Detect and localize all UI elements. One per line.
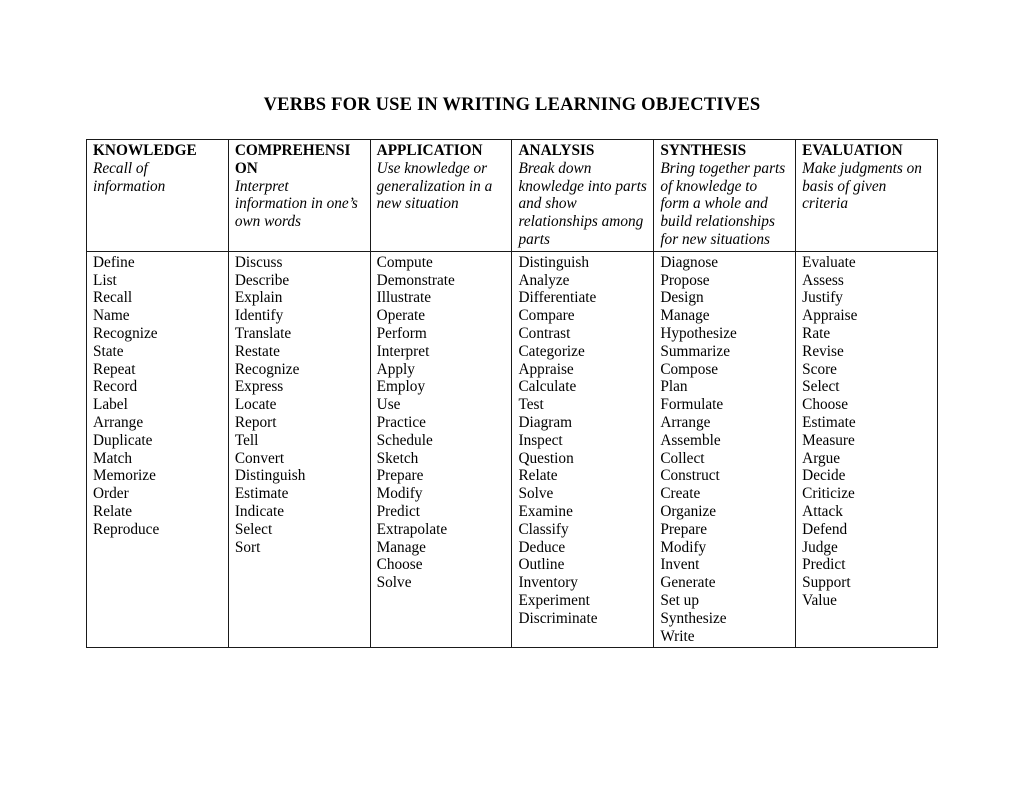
verb: Diagnose <box>660 253 719 271</box>
verb: Prepare <box>376 467 424 485</box>
verb: Duplicate <box>93 431 153 449</box>
verb: Solve <box>518 485 554 503</box>
verb: Measure <box>802 431 855 449</box>
verb: Modify <box>660 538 707 556</box>
verb: Describe <box>234 271 290 289</box>
verb: Assemble <box>660 431 721 449</box>
verb-list-comprehension <box>228 251 370 648</box>
verb: Hypothesize <box>660 324 737 342</box>
column-title-comprehension: COMPREHENSION <box>234 142 351 177</box>
verb: Recognize <box>234 360 300 378</box>
verb: Assess <box>802 271 844 289</box>
verb: Support <box>802 574 851 592</box>
verb: Choose <box>376 556 423 574</box>
verb: Match <box>93 449 133 467</box>
verb: Decide <box>802 467 846 485</box>
verb: Calculate <box>518 378 577 396</box>
verb: Extrapolate <box>376 520 448 538</box>
verb: Appraise <box>802 307 858 325</box>
verb: Predict <box>802 556 846 574</box>
verb: Restate <box>234 342 280 360</box>
column-title-analysis: ANALYSIS <box>518 142 595 159</box>
verb: Revise <box>802 342 844 360</box>
verb: Outline <box>518 556 565 574</box>
column-description-comprehension: Interpret information in one’s own words <box>234 177 358 231</box>
verb: Plan <box>660 378 688 396</box>
verb: Collect <box>660 449 705 467</box>
verb: Predict <box>376 502 420 520</box>
verb: Deduce <box>518 538 566 556</box>
verb: Compose <box>660 360 719 378</box>
verb: Prepare <box>660 520 708 538</box>
verb-list-synthesis <box>654 251 796 648</box>
column-title-evaluation: EVALUATION <box>802 142 903 159</box>
verb: Manage <box>660 307 710 325</box>
column-description-analysis: Break down knowledge into parts and show relationships among parts <box>518 159 647 248</box>
column-title-knowledge: KNOWLEDGE <box>93 142 197 159</box>
verb-list-evaluation <box>796 251 938 648</box>
verb: Choose <box>802 396 849 414</box>
verb: Create <box>660 485 701 503</box>
verb: Record <box>93 378 138 396</box>
verb: Estimate <box>234 485 289 503</box>
verb: Solve <box>376 574 412 592</box>
verb: Recall <box>93 289 133 307</box>
column-description-knowledge: Recall of information <box>93 159 166 195</box>
verb: Name <box>93 307 130 325</box>
verb-list-knowledge <box>87 251 229 648</box>
column-header-analysis <box>512 140 654 252</box>
verb: Analyze <box>518 271 570 289</box>
column-header-knowledge <box>87 140 229 252</box>
verb: Invent <box>660 556 700 574</box>
verb: Rate <box>802 324 831 342</box>
verb: Arrange <box>660 413 711 431</box>
column-header-synthesis <box>654 140 796 252</box>
column-description-synthesis: Bring together parts of knowledge to form a whole and build relationships for new situations <box>660 159 786 248</box>
verb: Report <box>234 413 277 431</box>
column-header-comprehension <box>228 140 370 252</box>
verb: Modify <box>376 485 423 503</box>
verb: Value <box>802 591 837 609</box>
verb: Inspect <box>518 431 563 449</box>
verb: Attack <box>802 502 843 520</box>
verb: Classify <box>518 520 569 538</box>
verb: Compute <box>376 253 433 271</box>
column-title-application: APPLICATION <box>376 142 483 159</box>
verb: Experiment <box>518 591 590 609</box>
verb: Convert <box>234 449 285 467</box>
verb: Indicate <box>234 502 285 520</box>
verb: Express <box>234 378 284 396</box>
verb: Reproduce <box>93 520 160 538</box>
verb: Memorize <box>93 467 156 485</box>
verb: Set up <box>660 591 699 609</box>
verb: Evaluate <box>802 253 856 271</box>
verb: Distinguish <box>234 467 306 485</box>
verb: Synthesize <box>660 609 727 627</box>
verb: Score <box>802 360 837 378</box>
verb: Perform <box>376 324 427 342</box>
verb: Inventory <box>518 574 578 592</box>
verb: Sketch <box>376 449 419 467</box>
verb: Write <box>660 627 695 645</box>
page-title: VERBS FOR USE IN WRITING LEARNING OBJECTIVES <box>263 95 761 115</box>
verb: Demonstrate <box>376 271 455 289</box>
verb: Contrast <box>518 324 571 342</box>
verb: Diagram <box>518 413 573 431</box>
verb: Relate <box>518 467 558 485</box>
verb: Formulate <box>660 396 724 414</box>
verb: Discuss <box>234 253 283 271</box>
verb: Illustrate <box>376 289 432 307</box>
verb: Compare <box>518 307 575 325</box>
verb: Locate <box>234 396 277 414</box>
verb: Manage <box>376 538 426 556</box>
verb: Sort <box>234 538 261 556</box>
verb: Argue <box>802 449 841 467</box>
verb: Discriminate <box>518 609 598 627</box>
verb: Propose <box>660 271 710 289</box>
verb: Estimate <box>802 413 856 431</box>
verb: Judge <box>802 538 838 556</box>
verb: Identify <box>234 307 284 325</box>
verb: Order <box>93 485 129 503</box>
verb: Select <box>234 520 273 538</box>
table-body-row <box>87 251 938 648</box>
verb: Question <box>518 449 574 467</box>
verb: Defend <box>802 520 848 538</box>
verb: Design <box>660 289 704 307</box>
column-description-evaluation: Make judgments on basis of given criteria <box>802 159 922 213</box>
verb: Examine <box>518 502 573 520</box>
verb: Arrange <box>93 413 144 431</box>
verb: Explain <box>234 289 283 307</box>
verb: Tell <box>234 431 259 449</box>
verb: Summarize <box>660 342 730 360</box>
verb: Relate <box>93 502 133 520</box>
column-header-evaluation <box>796 140 938 252</box>
verb: List <box>93 271 117 289</box>
verb: Operate <box>376 307 426 325</box>
verb: Distinguish <box>518 253 590 271</box>
verb-list-analysis <box>512 251 654 648</box>
verb: Translate <box>234 324 292 342</box>
column-header-application <box>370 140 512 252</box>
verb: Schedule <box>376 431 433 449</box>
table-header-row <box>87 140 938 252</box>
verb: Interpret <box>376 342 430 360</box>
verb: Apply <box>376 360 415 378</box>
verb: Employ <box>376 378 426 396</box>
verb: Appraise <box>518 360 574 378</box>
verb: Generate <box>660 574 716 592</box>
verb: Categorize <box>518 342 585 360</box>
column-title-synthesis: SYNTHESIS <box>660 142 747 159</box>
verb-list-application <box>370 251 512 648</box>
verb: Label <box>93 396 128 414</box>
verbs-table <box>86 139 938 648</box>
verb: Select <box>802 378 840 396</box>
verb: Construct <box>660 467 720 485</box>
column-description-application: Use knowledge or generalization in a new situation <box>376 159 493 213</box>
verb: Justify <box>802 289 843 307</box>
verb: Differentiate <box>518 289 597 307</box>
verb: Practice <box>376 413 426 431</box>
verb: State <box>93 342 124 360</box>
verb: Test <box>518 396 544 414</box>
verb: Define <box>93 253 135 271</box>
verb: Use <box>376 396 401 414</box>
verb: Criticize <box>802 485 855 503</box>
verb: Repeat <box>93 360 136 378</box>
verb: Recognize <box>93 324 158 342</box>
verb: Organize <box>660 502 717 520</box>
